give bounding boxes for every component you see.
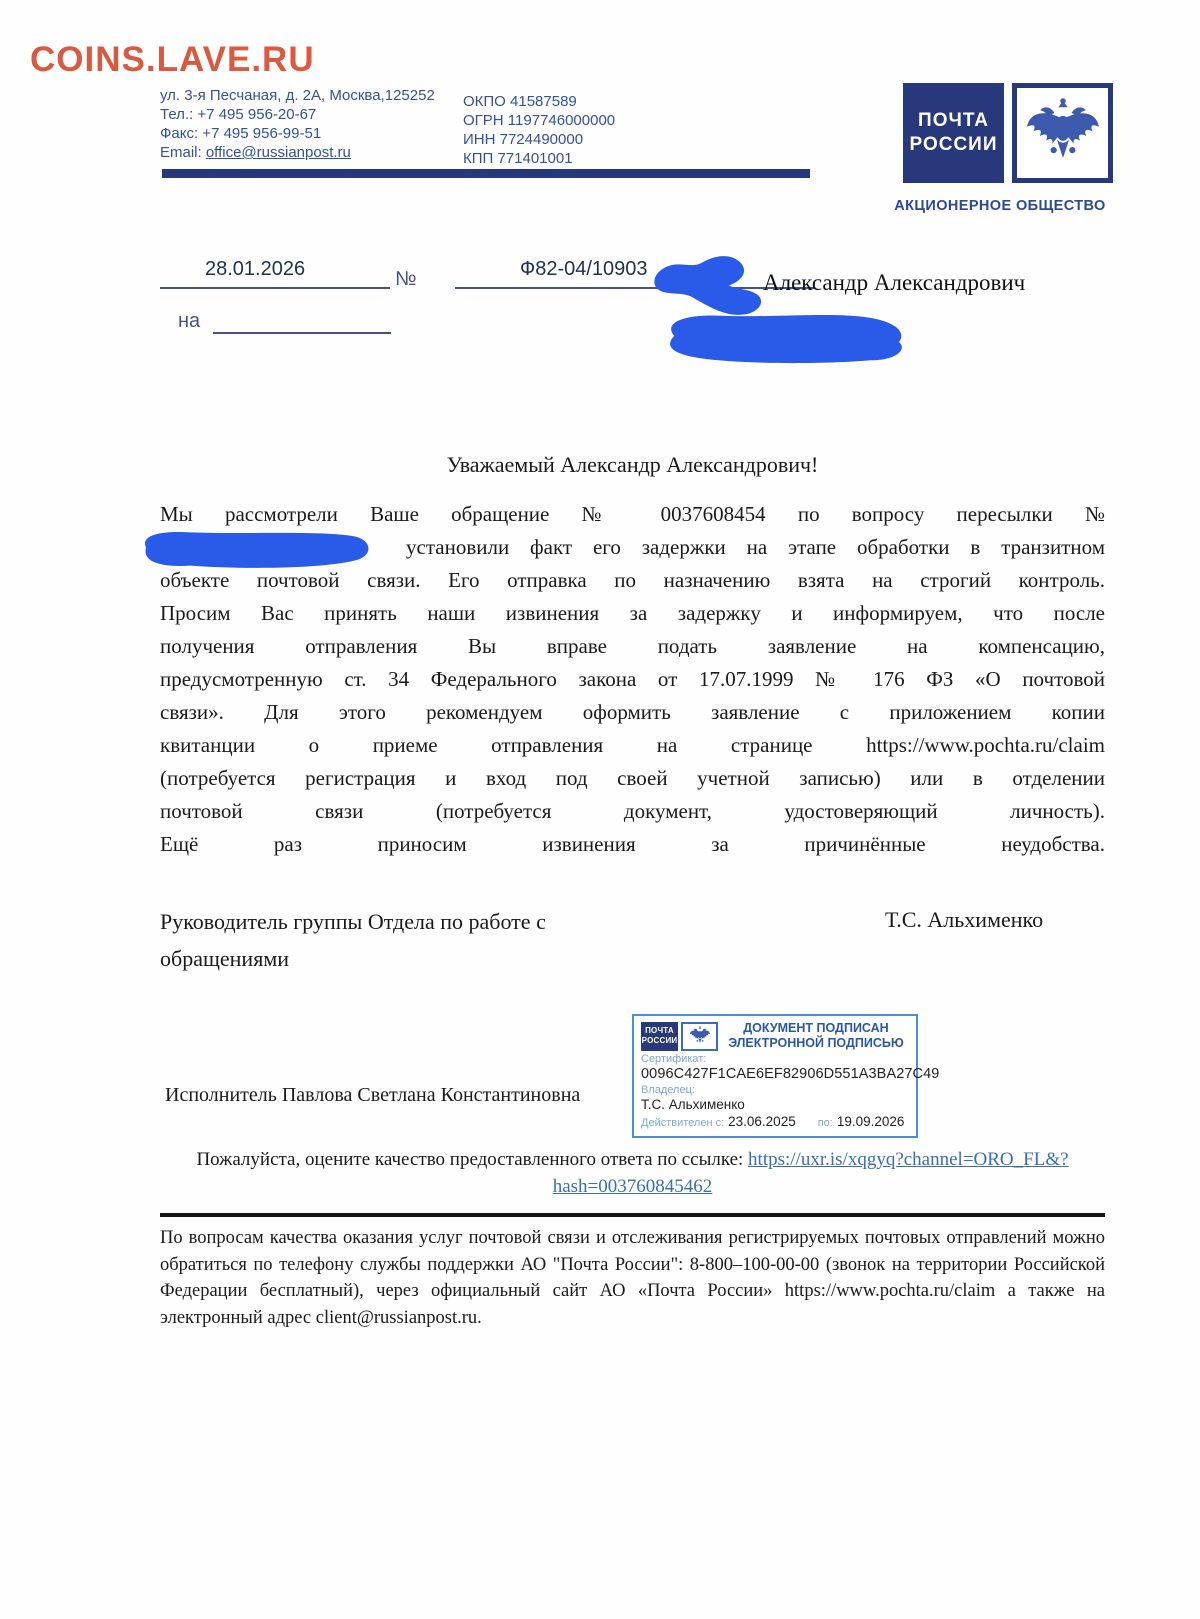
stamp-title xyxy=(723,1021,909,1051)
redaction-scribble-address xyxy=(652,307,910,367)
stamp-logo xyxy=(641,1022,718,1051)
double-headed-eagle-icon xyxy=(689,1025,711,1047)
na-underline xyxy=(213,308,391,334)
logo-word-line1: ПОЧТА xyxy=(918,110,989,131)
stamp-header xyxy=(641,1021,909,1051)
certificate-value: 0096C427F1CAE6EF82906D551A3BA27C49 xyxy=(641,1066,940,1082)
stamp-title-line2: ЭЛЕКТРОННОЙ ПОДПИСЬЮ xyxy=(728,1036,904,1050)
date-underline xyxy=(160,263,390,289)
okpo-line: ОКПО 41587589 xyxy=(463,93,577,110)
email-link[interactable]: office@russianpost.ru xyxy=(205,144,351,161)
inn-line: ИНН 7724490000 xyxy=(463,131,584,148)
na-label: на xyxy=(178,310,201,332)
survey-link[interactable]: https://uxr.is/xqgyq?channel=ORO_FL&? xyxy=(748,1149,1069,1170)
email-label: Email: xyxy=(160,144,206,161)
body-line: квитанции о приеме отправления на странице https://www.pochta.ru/claim xyxy=(160,733,1105,757)
body-line: почтовой связи (потребуется документ, удостоверяющий личность). xyxy=(160,799,1105,823)
body-line: предусмотренную ст. 34 Федерального закона от 17.07.1999 № 176 ФЗ «О почтовой xyxy=(160,667,1105,691)
signer-name: Т.С. Альхименко xyxy=(885,907,1044,932)
sender-address-block xyxy=(160,86,435,162)
executor-line: Исполнитель Павлова Светлана Константиновна xyxy=(165,1084,581,1106)
redaction-scribble-tracking-number xyxy=(132,527,378,572)
org-type-label: АКЦИОНЕРНОЕ ОБЩЕСТВО xyxy=(894,198,1106,214)
number-sign: № xyxy=(395,268,417,290)
stamp-logo-emblem xyxy=(681,1022,718,1051)
body-line: установили факт его задержки на этапе обработки в транзитном xyxy=(406,535,1105,559)
stamp-title-line1: ДОКУМЕНТ ПОДПИСАН xyxy=(743,1021,889,1035)
body-line: Ещё раз приносим извинения за причинённые неудобства. xyxy=(160,832,1105,856)
body-line: связи». Для этого рекомендуем оформить заявление с приложением копии xyxy=(160,700,1105,724)
recipient-name: Александр Александрович xyxy=(763,270,1026,295)
kpp-line: КПП 771401001 xyxy=(463,150,573,167)
footer-divider xyxy=(160,1213,1105,1217)
valid-from-value: 23.06.2025 xyxy=(728,1114,796,1129)
logo-word-line2: РОССИИ xyxy=(909,134,998,155)
certificate-label: Сертификат: xyxy=(641,1053,707,1065)
header-divider-bar xyxy=(162,169,810,178)
survey-block xyxy=(160,1146,1105,1200)
stamp-logo-wordmark xyxy=(641,1022,678,1051)
pochta-logo-wordmark xyxy=(903,83,1004,183)
pochta-logo-emblem xyxy=(1012,83,1113,183)
signer-position: Руководитель группы Отдела по работе с обращениями xyxy=(160,909,546,971)
double-headed-eagle-icon xyxy=(1024,94,1102,172)
validity-row xyxy=(641,1114,909,1130)
stamp-logo-word-line1: ПОЧТА xyxy=(645,1026,674,1036)
body-line: получения отправления Вы вправе подать заявление на компенсацию, xyxy=(160,634,1105,658)
letter-date: 28.01.2026 xyxy=(205,258,306,280)
fax-line: Факс: +7 495 956-99-51 xyxy=(160,125,322,142)
phone-line: Тел.: +7 495 956-20-67 xyxy=(160,106,317,123)
body-line: Просим Вас принять наши извинения за задержку и информируем, что после xyxy=(160,601,1105,625)
survey-prompt: Пожалуйста, оцените качество предоставленного ответа по ссылке: xyxy=(196,1149,749,1170)
owner-value: Т.С. Альхименко xyxy=(641,1097,745,1112)
esignature-stamp xyxy=(632,1014,940,1138)
watermark: COINS.LAVE.RU xyxy=(30,40,315,79)
registry-block xyxy=(463,92,615,168)
valid-to-value: 19.09.2026 xyxy=(836,1114,905,1129)
outgoing-number: Ф82-04/10903 xyxy=(520,258,648,280)
body-line: (потребуется регистрация и вход под своей учетной записью) или в отделении xyxy=(160,766,1105,790)
body-line: объекте почтовой связи. Его отправка по назначению взята на строгий контроль. xyxy=(160,568,1105,592)
valid-from-label: Действителен с: xyxy=(641,1117,725,1129)
salutation: Уважаемый Александр Александрович! xyxy=(446,452,819,477)
ogrn-line: ОГРН 1197746000000 xyxy=(463,112,616,129)
survey-link-continued[interactable]: hash=003760845462 xyxy=(552,1176,713,1197)
stamp-logo-word-line2: РОССИИ xyxy=(641,1036,678,1045)
owner-label: Владелец: xyxy=(641,1084,695,1096)
footer-text: По вопросам качества оказания услуг почтовой связи и отслеживания регистрируемых почтовых отправлений можно обратиться по телефону службы поддержки АО "Почта России": 8-800–100-00-00 (звонок на территории Российской Федерации бесплатный), через официальный сайт АО «Почта России» https://www.pochta.ru/claim а также на электронный адрес client@russianpost.ru. xyxy=(160,1228,1105,1328)
valid-to-label: по: xyxy=(817,1117,833,1129)
body-line: Мы рассмотрели Ваше обращение № 0037608454 по вопросу пересылки № xyxy=(160,502,1105,526)
email-line xyxy=(160,143,435,162)
address-line: ул. 3-я Песчаная, д. 2А, Москва,125252 xyxy=(160,87,435,104)
